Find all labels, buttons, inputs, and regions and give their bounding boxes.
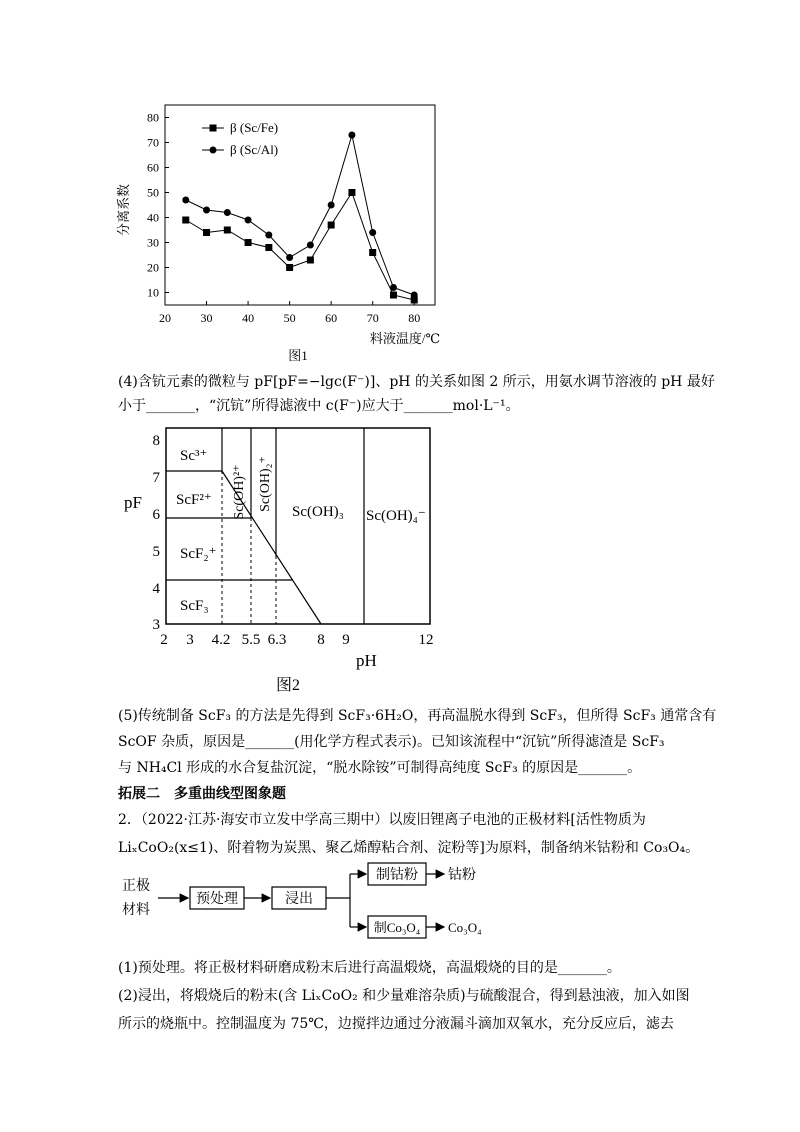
f1-xtick-label: 60: [325, 311, 338, 325]
f1-point-sc-fe: [224, 227, 231, 234]
f1-xtick-label: 80: [408, 311, 421, 325]
figure1-frame: [165, 105, 435, 305]
flow-start-line1: 正极: [122, 879, 150, 894]
region-scf2: ScF²⁺: [176, 492, 212, 508]
f2-ytick-5: 5: [152, 544, 160, 560]
region-scoh4: Sc(OH)₄⁻: [366, 508, 426, 524]
f1-point-sc-al: [307, 242, 314, 249]
figure1-caption: 图1: [288, 348, 308, 363]
f1-point-sc-al: [182, 197, 189, 204]
f2-xtick-12: 12: [418, 632, 434, 648]
f1-legend-marker: [210, 147, 217, 154]
figure2-diagram: [118, 422, 448, 700]
f2-xtick-8: 8: [317, 632, 325, 648]
f1-point-sc-al: [328, 202, 335, 209]
figure1-ylabel: 分离系数: [116, 183, 131, 237]
figure2-caption: 图2: [275, 677, 301, 694]
f1-point-sc-al: [411, 292, 418, 299]
region-scf3: ScF₃: [180, 598, 209, 614]
f1-point-sc-al: [203, 207, 210, 214]
region-scf2plus: ScF₂⁺: [180, 546, 217, 562]
f2-xtick-2: 2: [160, 632, 168, 648]
q4-line1: (4)含钪元素的微粒与 pF[pF=−lgc(F⁻)]、pH 的关系如图 2 所示，用氨水调节溶液的 pH 最好: [118, 374, 715, 390]
f2-ytick-8: 8: [152, 433, 160, 449]
region-scoh3: Sc(OH)₃: [292, 504, 344, 520]
f1-point-sc-fe: [286, 264, 293, 271]
f1-point-sc-fe: [328, 222, 335, 229]
flow-box-cobalt-label: 制钴粉: [376, 868, 418, 883]
f2-xtick-4-2: 4.2: [211, 632, 231, 648]
f1-point-sc-al: [390, 284, 397, 291]
f1-point-sc-fe: [390, 292, 397, 299]
q2-line2: LiₓCoO₂(x≤1)、附着物为炭黑、聚乙烯醇粘合剂、淀粉等]为原料，制备纳米钴粉和 Co₃O₄。: [118, 840, 700, 856]
q5-line2: ScOF 杂质，原因是_______(用化学方程式表示)。已知该流程中“沉钪”所得滤渣是 ScF₃: [118, 734, 665, 750]
f1-point-sc-fe: [245, 239, 252, 246]
region-scoh2: Sc(OH)²⁺: [232, 464, 247, 520]
f1-point-sc-fe: [348, 189, 355, 196]
q2-2-line2: 所示的烧瓶中。控制温度为 75℃，边搅拌边通过分液漏斗滴加双氧水，充分反应后，滤去: [118, 1016, 674, 1032]
region-scoh2plus: Sc(OH)₂⁺: [258, 456, 273, 512]
f2-xtick-6-3: 6.3: [267, 632, 287, 648]
f1-legend-label: β (Sc/Al): [230, 142, 279, 157]
f1-series-line-1: [186, 193, 414, 301]
f1-point-sc-al: [369, 229, 376, 236]
f1-legend-marker: [210, 125, 217, 132]
f1-point-sc-al: [286, 254, 293, 261]
f2-ytick-4: 4: [152, 581, 160, 597]
figure1-xlabel: 料液温度/℃: [369, 331, 440, 346]
f1-ytick-label: 20: [147, 260, 159, 275]
f1-point-sc-fe: [182, 217, 189, 224]
f1-ytick-label: 70: [147, 135, 159, 150]
f1-point-sc-al: [245, 217, 252, 224]
q2-2-line1: (2)浸出，将煅烧后的粉末(含 LiₓCoO₂ 和少量难溶杂质)与硫酸混合，得到悬浊液，加入如图: [118, 988, 690, 1004]
f1-ytick-label: 10: [147, 285, 159, 300]
flow-box-co3o4-label: 制Co₃O₄: [373, 920, 421, 935]
flow-out-co3o4: Co₃O₄: [448, 920, 482, 935]
f2-ytick-3: 3: [152, 617, 160, 633]
f1-series-line-2: [186, 135, 414, 295]
f2-xtick-9: 9: [342, 632, 350, 648]
f1-point-sc-al: [224, 209, 231, 216]
f1-legend-label: β (Sc/Fe): [230, 120, 279, 135]
flow-box-leach-label: 浸出: [285, 892, 313, 907]
f1-point-sc-al: [348, 132, 355, 139]
f1-xtick-label: 50: [283, 311, 296, 325]
f1-xtick-label: 30: [200, 311, 213, 325]
q4-line2: 小于_______，“沉钪”所得滤液中 c(F⁻)应大于_______mol·L⁻¹。: [118, 398, 520, 414]
f2-ytick-7: 7: [152, 470, 160, 486]
flow-box-pretreat-label: 预处理: [196, 892, 238, 907]
f2-xtick-5-5: 5.5: [241, 632, 261, 648]
f1-point-sc-fe: [369, 249, 376, 256]
f2-ylabel: pF: [124, 493, 142, 512]
f1-ytick-label: 30: [147, 235, 159, 250]
section-title: 拓展二 多重曲线型图象题: [118, 786, 286, 802]
f1-ytick-label: 50: [147, 185, 159, 200]
f1-ytick-label: 60: [147, 160, 159, 175]
f1-xtick-label: 20: [159, 311, 171, 325]
f1-point-sc-fe: [265, 244, 272, 251]
q5-line1: (5)传统制备 ScF₃ 的方法是先得到 ScF₃·6H₂O，再高温脱水得到 ScF₃，但所得 ScF₃ 通常含有: [118, 708, 717, 724]
q2-1-line1: (1)预处理。将正极材料研磨成粉末后进行高温煅烧，高温煅烧的目的是_______。: [118, 960, 621, 976]
f1-point-sc-fe: [203, 229, 210, 236]
q2-line1: 2．（2022·江苏·海安市立发中学高三期中）以废旧锂离子电池的正极材料[活性物质为: [118, 812, 646, 828]
f1-point-sc-al: [265, 232, 272, 239]
f2-xtick-3: 3: [186, 632, 194, 648]
f1-xtick-label: 40: [242, 311, 255, 325]
f1-point-sc-fe: [307, 257, 314, 264]
f1-ytick-label: 80: [147, 110, 159, 125]
f1-xtick-label: 70: [366, 311, 379, 325]
figure1-chart: [110, 90, 450, 375]
f1-ytick-label: 40: [147, 210, 159, 225]
flow-start-line2: 材料: [122, 903, 150, 918]
q5-line3: 与 NH₄Cl 形成的水合复盐沉淀，“脱水除铵”可制得高纯度 ScF₃ 的原因是_______。: [118, 760, 642, 776]
region-sc3: Sc³⁺: [180, 448, 208, 464]
f2-xlabel: pH: [356, 651, 377, 670]
f2-ytick-6: 6: [152, 507, 160, 523]
flow-diagram: [118, 860, 518, 950]
flow-out-cobalt: 钴粉: [448, 868, 476, 883]
